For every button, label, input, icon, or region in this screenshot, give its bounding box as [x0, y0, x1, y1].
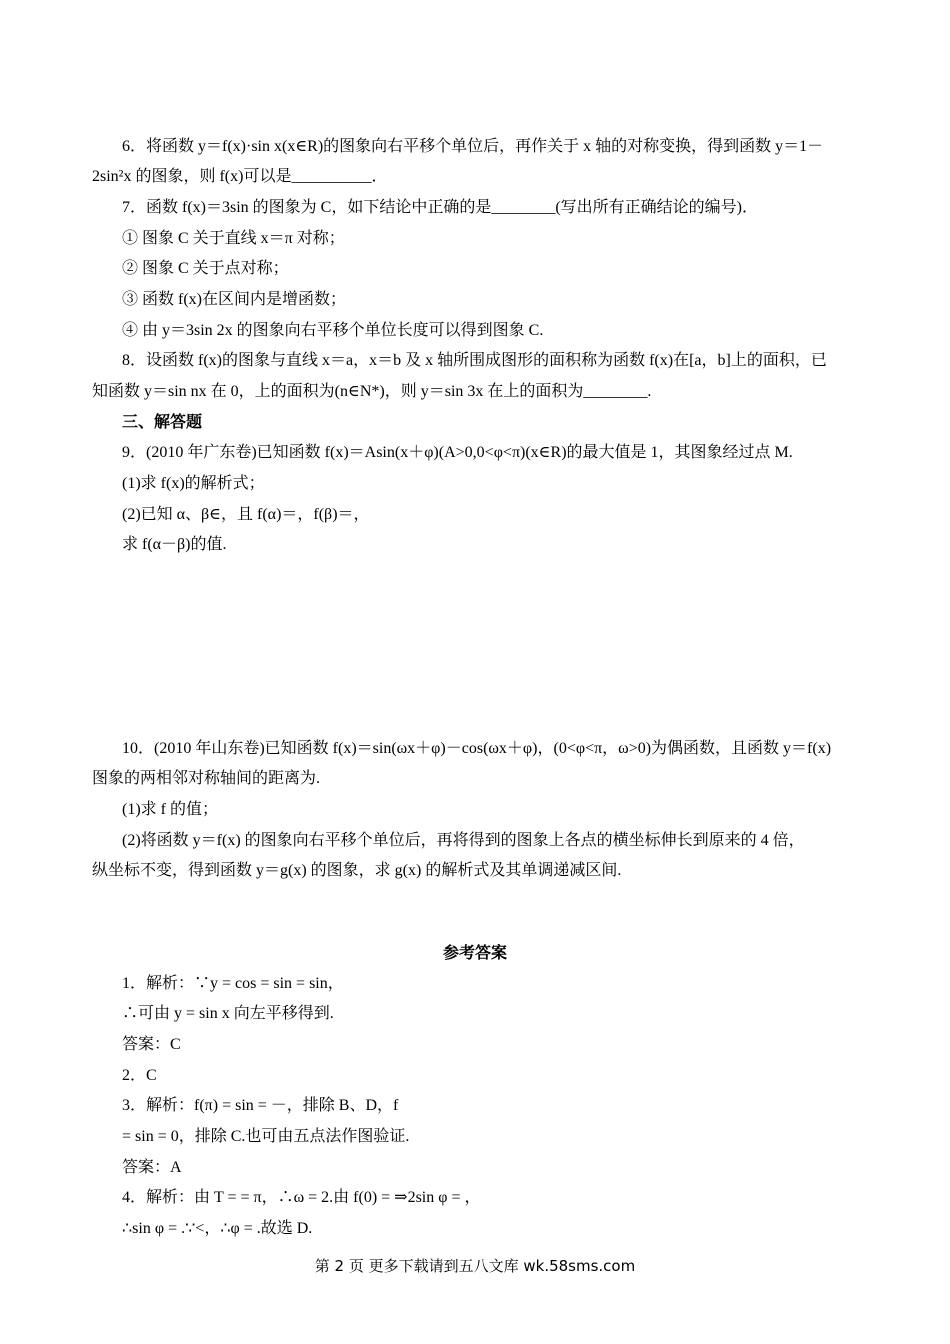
answer-1-line1: 1．解析：∵y = cos = sin = sin，: [122, 975, 344, 992]
q8-line1: 8．设函数 f(x)的图象与直线 x＝a，x＝b 及 x 轴所围成图形的面积称为函数 f(x)在[a，b]上的面积，已: [122, 352, 827, 369]
q7-stem: 7．函数 f(x)＝3sin 的图象为 C，如下结论中正确的是________(写出所有正确结论的编号)．: [122, 199, 758, 216]
q9-part2: (2)已知 α、β∈，且 f(α)＝，f(β)＝，: [122, 506, 370, 523]
q6-line1: 6．将函数 y＝f(x)·sin x(x∈R)的图象向右平移个单位后，再作关于 x 轴的对称变换，得到函数 y＝1－: [122, 138, 824, 155]
q9-part2b: 求 f(α－β)的值.: [122, 536, 227, 553]
answer-1-result: 答案：C: [122, 1036, 181, 1053]
q10-part2-line2: 纵坐标不变，得到函数 y＝g(x) 的图象，求 g(x) 的解析式及其单调递减区间.: [92, 862, 622, 879]
q10-part1: (1)求 f 的值；: [122, 801, 218, 818]
q9-stem: 9．(2010 年广东卷)已知函数 f(x)＝Asin(x＋φ)(A>0,0<φ<π)(x∈R)的最大值是 1，其图象经过点 M.: [122, 444, 793, 461]
answer-1-line2: ∴可由 y = sin x 向左平移得到.: [122, 1005, 334, 1022]
q7-option-3: ③ 函数 f(x)在区间内是增函数；: [122, 291, 346, 308]
q9-part1: (1)求 f(x)的解析式；: [122, 475, 265, 492]
q10-line2: 图象的两相邻对称轴间的距离为.: [92, 770, 321, 787]
answer-4-line2: ∴sin φ = .∵<，∴φ = .故选 D.: [122, 1220, 313, 1237]
q10-line1: 10．(2010 年山东卷)已知函数 f(x)＝sin(ωx＋φ)－cos(ωx＋φ)，(0<φ<π，ω>0)为偶函数，且函数 y＝f(x): [122, 740, 832, 757]
q7-option-2: ② 图象 C 关于点对称；: [122, 260, 289, 277]
answers-title: 参考答案: [442, 945, 507, 962]
q6-line2: 2sin²x 的图象，则 f(x)可以是__________．: [92, 168, 388, 185]
q7-option-4: ④ 由 y＝3sin 2x 的图象向右平移个单位长度可以得到图象 C.: [122, 322, 544, 339]
answer-3-result: 答案：A: [122, 1159, 182, 1176]
section-3-title: 三、解答题: [122, 414, 203, 431]
page-footer: 第 2 页 更多下载请到五八文库 wk.58sms.com: [314, 1257, 636, 1275]
answer-2: 2．C: [122, 1067, 157, 1084]
q10-part2-line1: (2)将函数 y＝f(x) 的图象向右平移个单位后，再将得到的图象上各点的横坐标伸长到原来的 4 倍，: [122, 832, 805, 849]
answer-3-line1: 3．解析：f(π) = sin = －，排除 B、D，f: [122, 1097, 399, 1114]
answer-4-line1: 4．解析：由 T = = π，∴ω = 2.由 f(0) = ⇒2sin φ = ，: [122, 1189, 481, 1206]
q8-line2: 知函数 y＝sin nx 在 0，上的面积为(n∈N*)，则 y＝sin 3x 在上的面积为________.: [92, 383, 652, 400]
q7-option-1: ① 图象 C 关于直线 x＝π 对称；: [122, 230, 345, 247]
answer-3-line2: = sin = 0，排除 C.也可由五点法作图验证.: [122, 1128, 410, 1145]
